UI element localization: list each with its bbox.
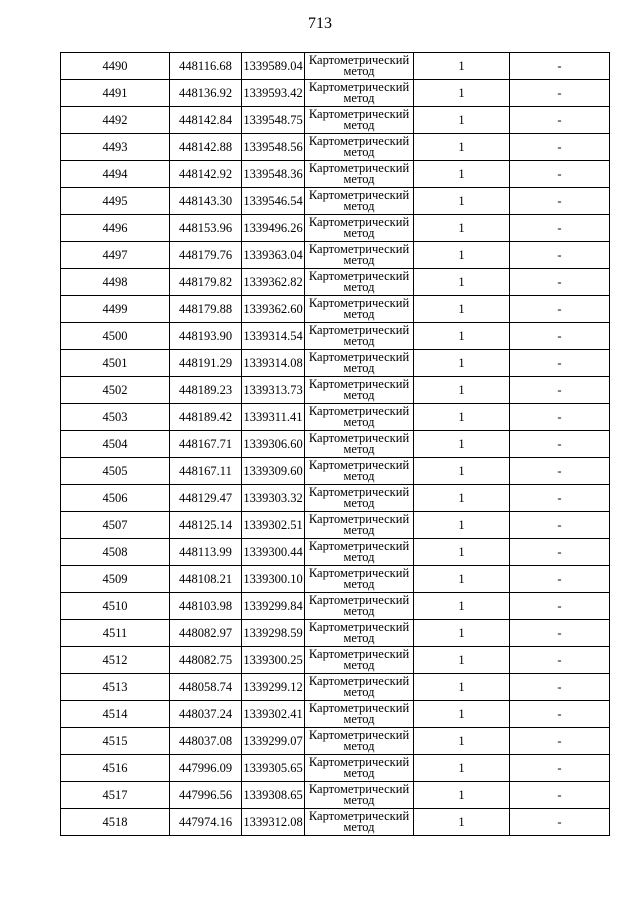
table-row bbox=[61, 269, 610, 296]
page-number: 713 bbox=[308, 15, 332, 32]
accuracy-cell: 1 bbox=[414, 539, 510, 566]
table-row bbox=[61, 782, 610, 809]
y-coordinate-cell: 1339306.60 bbox=[242, 431, 305, 458]
point-number-cell: 4514 bbox=[61, 701, 170, 728]
method-line-1: Картометрический bbox=[308, 134, 410, 148]
y-coordinate-cell: 1339300.44 bbox=[242, 539, 305, 566]
method-line-2: метод bbox=[343, 820, 375, 834]
y-coordinate-cell: 1339302.51 bbox=[242, 512, 305, 539]
accuracy-cell: 1 bbox=[414, 458, 510, 485]
table-row bbox=[61, 404, 610, 431]
accuracy-cell: 1 bbox=[414, 53, 510, 80]
accuracy-cell: 1 bbox=[414, 350, 510, 377]
table-row bbox=[61, 485, 610, 512]
method-line-1: Картометрический bbox=[308, 539, 410, 553]
method-cell bbox=[305, 296, 414, 323]
description-cell: - bbox=[510, 242, 610, 269]
description-cell: - bbox=[510, 134, 610, 161]
method-line-1: Картометрический bbox=[308, 485, 410, 499]
table-row bbox=[61, 323, 610, 350]
accuracy-cell: 1 bbox=[414, 809, 510, 836]
description-cell: - bbox=[510, 269, 610, 296]
point-number-cell: 4493 bbox=[61, 134, 170, 161]
description-cell: - bbox=[510, 458, 610, 485]
method-cell bbox=[305, 80, 414, 107]
method-cell bbox=[305, 458, 414, 485]
method-line-2: метод bbox=[343, 442, 375, 456]
method-line-2: метод bbox=[343, 523, 375, 537]
x-coordinate-cell: 448179.88 bbox=[170, 296, 242, 323]
description-cell: - bbox=[510, 188, 610, 215]
method-line-2: метод bbox=[343, 793, 375, 807]
method-line-1: Картометрический bbox=[308, 161, 410, 175]
description-cell: - bbox=[510, 539, 610, 566]
point-number-cell: 4516 bbox=[61, 755, 170, 782]
method-line-1: Картометрический bbox=[308, 647, 410, 661]
x-coordinate-cell: 448082.75 bbox=[170, 647, 242, 674]
method-cell bbox=[305, 323, 414, 350]
method-line-1: Картометрический bbox=[308, 566, 410, 580]
accuracy-cell: 1 bbox=[414, 296, 510, 323]
method-cell bbox=[305, 350, 414, 377]
point-number-cell: 4492 bbox=[61, 107, 170, 134]
accuracy-cell: 1 bbox=[414, 512, 510, 539]
x-coordinate-cell: 448189.23 bbox=[170, 377, 242, 404]
method-line-1: Картометрический bbox=[308, 593, 410, 607]
x-coordinate-cell: 448179.82 bbox=[170, 269, 242, 296]
point-number-cell: 4512 bbox=[61, 647, 170, 674]
method-cell bbox=[305, 593, 414, 620]
method-line-2: метод bbox=[343, 496, 375, 510]
method-line-1: Картометрический bbox=[308, 782, 410, 796]
x-coordinate-cell: 448113.99 bbox=[170, 539, 242, 566]
accuracy-cell: 1 bbox=[414, 242, 510, 269]
method-cell bbox=[305, 215, 414, 242]
point-number-cell: 4500 bbox=[61, 323, 170, 350]
table-row bbox=[61, 512, 610, 539]
accuracy-cell: 1 bbox=[414, 620, 510, 647]
point-number-cell: 4491 bbox=[61, 80, 170, 107]
method-cell bbox=[305, 242, 414, 269]
method-line-1: Картометрический bbox=[308, 458, 410, 472]
x-coordinate-cell: 448142.88 bbox=[170, 134, 242, 161]
point-number-cell: 4490 bbox=[61, 53, 170, 80]
method-line-1: Картометрический bbox=[308, 53, 410, 67]
table-row bbox=[61, 674, 610, 701]
y-coordinate-cell: 1339299.12 bbox=[242, 674, 305, 701]
method-cell bbox=[305, 377, 414, 404]
table-row bbox=[61, 647, 610, 674]
method-line-1: Картометрический bbox=[308, 242, 410, 256]
accuracy-cell: 1 bbox=[414, 485, 510, 512]
method-line-2: метод bbox=[343, 172, 375, 186]
method-line-2: метод bbox=[343, 685, 375, 699]
table-row bbox=[61, 431, 610, 458]
method-line-1: Картометрический bbox=[308, 701, 410, 715]
method-line-2: метод bbox=[343, 226, 375, 240]
description-cell: - bbox=[510, 593, 610, 620]
accuracy-cell: 1 bbox=[414, 323, 510, 350]
point-number-cell: 4510 bbox=[61, 593, 170, 620]
method-line-2: метод bbox=[343, 469, 375, 483]
accuracy-cell: 1 bbox=[414, 728, 510, 755]
method-cell bbox=[305, 728, 414, 755]
table-row bbox=[61, 566, 610, 593]
method-cell bbox=[305, 485, 414, 512]
x-coordinate-cell: 447996.09 bbox=[170, 755, 242, 782]
description-cell: - bbox=[510, 620, 610, 647]
method-cell bbox=[305, 674, 414, 701]
description-cell: - bbox=[510, 215, 610, 242]
method-cell bbox=[305, 647, 414, 674]
accuracy-cell: 1 bbox=[414, 566, 510, 593]
accuracy-cell: 1 bbox=[414, 215, 510, 242]
description-cell: - bbox=[510, 809, 610, 836]
table-body bbox=[61, 53, 610, 836]
method-line-1: Картометрический bbox=[308, 404, 410, 418]
table-row bbox=[61, 377, 610, 404]
method-line-2: метод bbox=[343, 712, 375, 726]
accuracy-cell: 1 bbox=[414, 188, 510, 215]
method-line-1: Картометрический bbox=[308, 728, 410, 742]
method-line-2: метод bbox=[343, 766, 375, 780]
description-cell: - bbox=[510, 377, 610, 404]
y-coordinate-cell: 1339496.26 bbox=[242, 215, 305, 242]
y-coordinate-cell: 1339546.54 bbox=[242, 188, 305, 215]
y-coordinate-cell: 1339548.36 bbox=[242, 161, 305, 188]
description-cell: - bbox=[510, 161, 610, 188]
method-line-2: метод bbox=[343, 631, 375, 645]
method-line-2: метод bbox=[343, 415, 375, 429]
y-coordinate-cell: 1339362.82 bbox=[242, 269, 305, 296]
y-coordinate-cell: 1339314.54 bbox=[242, 323, 305, 350]
method-line-2: метод bbox=[343, 334, 375, 348]
description-cell: - bbox=[510, 53, 610, 80]
method-line-1: Картометрический bbox=[308, 377, 410, 391]
table-row bbox=[61, 80, 610, 107]
description-cell: - bbox=[510, 728, 610, 755]
method-cell bbox=[305, 566, 414, 593]
point-number-cell: 4506 bbox=[61, 485, 170, 512]
method-line-1: Картометрический bbox=[308, 296, 410, 310]
method-line-1: Картометрический bbox=[308, 809, 410, 823]
description-cell: - bbox=[510, 782, 610, 809]
method-line-2: метод bbox=[343, 550, 375, 564]
x-coordinate-cell: 448167.11 bbox=[170, 458, 242, 485]
point-number-cell: 4495 bbox=[61, 188, 170, 215]
table-row bbox=[61, 728, 610, 755]
accuracy-cell: 1 bbox=[414, 701, 510, 728]
description-cell: - bbox=[510, 350, 610, 377]
point-number-cell: 4498 bbox=[61, 269, 170, 296]
method-line-2: метод bbox=[343, 577, 375, 591]
method-cell bbox=[305, 701, 414, 728]
description-cell: - bbox=[510, 701, 610, 728]
method-line-1: Картометрический bbox=[308, 350, 410, 364]
description-cell: - bbox=[510, 323, 610, 350]
y-coordinate-cell: 1339300.25 bbox=[242, 647, 305, 674]
point-number-cell: 4508 bbox=[61, 539, 170, 566]
method-line-1: Картометрический bbox=[308, 512, 410, 526]
accuracy-cell: 1 bbox=[414, 755, 510, 782]
method-line-1: Картометрический bbox=[308, 107, 410, 121]
x-coordinate-cell: 448142.92 bbox=[170, 161, 242, 188]
method-line-2: метод bbox=[343, 145, 375, 159]
description-cell: - bbox=[510, 485, 610, 512]
method-line-1: Картометрический bbox=[308, 674, 410, 688]
point-number-cell: 4518 bbox=[61, 809, 170, 836]
x-coordinate-cell: 448193.90 bbox=[170, 323, 242, 350]
y-coordinate-cell: 1339312.08 bbox=[242, 809, 305, 836]
y-coordinate-cell: 1339363.04 bbox=[242, 242, 305, 269]
method-cell bbox=[305, 512, 414, 539]
y-coordinate-cell: 1339300.10 bbox=[242, 566, 305, 593]
table-row bbox=[61, 215, 610, 242]
method-line-2: метод bbox=[343, 118, 375, 132]
description-cell: - bbox=[510, 107, 610, 134]
x-coordinate-cell: 448136.92 bbox=[170, 80, 242, 107]
x-coordinate-cell: 447996.56 bbox=[170, 782, 242, 809]
y-coordinate-cell: 1339313.73 bbox=[242, 377, 305, 404]
method-line-1: Картометрический bbox=[308, 215, 410, 229]
method-cell bbox=[305, 161, 414, 188]
y-coordinate-cell: 1339311.41 bbox=[242, 404, 305, 431]
x-coordinate-cell: 448108.21 bbox=[170, 566, 242, 593]
accuracy-cell: 1 bbox=[414, 269, 510, 296]
table-row bbox=[61, 134, 610, 161]
description-cell: - bbox=[510, 647, 610, 674]
table-row bbox=[61, 809, 610, 836]
method-cell bbox=[305, 134, 414, 161]
accuracy-cell: 1 bbox=[414, 107, 510, 134]
x-coordinate-cell: 448129.47 bbox=[170, 485, 242, 512]
table-row bbox=[61, 593, 610, 620]
method-line-2: метод bbox=[343, 658, 375, 672]
point-number-cell: 4505 bbox=[61, 458, 170, 485]
table-row bbox=[61, 296, 610, 323]
point-number-cell: 4496 bbox=[61, 215, 170, 242]
method-cell bbox=[305, 269, 414, 296]
accuracy-cell: 1 bbox=[414, 404, 510, 431]
method-cell bbox=[305, 755, 414, 782]
point-number-cell: 4511 bbox=[61, 620, 170, 647]
y-coordinate-cell: 1339302.41 bbox=[242, 701, 305, 728]
method-line-1: Картометрический bbox=[308, 188, 410, 202]
point-number-cell: 4494 bbox=[61, 161, 170, 188]
accuracy-cell: 1 bbox=[414, 377, 510, 404]
table-row bbox=[61, 350, 610, 377]
description-cell: - bbox=[510, 431, 610, 458]
method-line-2: метод bbox=[343, 280, 375, 294]
method-line-2: метод bbox=[343, 307, 375, 321]
y-coordinate-cell: 1339548.75 bbox=[242, 107, 305, 134]
y-coordinate-cell: 1339299.07 bbox=[242, 728, 305, 755]
x-coordinate-cell: 448153.96 bbox=[170, 215, 242, 242]
y-coordinate-cell: 1339305.65 bbox=[242, 755, 305, 782]
table-row bbox=[61, 539, 610, 566]
point-number-cell: 4517 bbox=[61, 782, 170, 809]
x-coordinate-cell: 448191.29 bbox=[170, 350, 242, 377]
table-row bbox=[61, 620, 610, 647]
point-number-cell: 4513 bbox=[61, 674, 170, 701]
table-row bbox=[61, 188, 610, 215]
x-coordinate-cell: 448103.98 bbox=[170, 593, 242, 620]
description-cell: - bbox=[510, 566, 610, 593]
point-number-cell: 4504 bbox=[61, 431, 170, 458]
x-coordinate-cell: 448058.74 bbox=[170, 674, 242, 701]
y-coordinate-cell: 1339308.65 bbox=[242, 782, 305, 809]
description-cell: - bbox=[510, 296, 610, 323]
x-coordinate-cell: 448142.84 bbox=[170, 107, 242, 134]
method-line-1: Картометрический bbox=[308, 755, 410, 769]
accuracy-cell: 1 bbox=[414, 593, 510, 620]
method-line-2: метод bbox=[343, 604, 375, 618]
y-coordinate-cell: 1339303.32 bbox=[242, 485, 305, 512]
accuracy-cell: 1 bbox=[414, 674, 510, 701]
method-line-1: Картометрический bbox=[308, 80, 410, 94]
accuracy-cell: 1 bbox=[414, 80, 510, 107]
method-line-2: метод bbox=[343, 91, 375, 105]
x-coordinate-cell: 448037.08 bbox=[170, 728, 242, 755]
method-line-1: Картометрический bbox=[308, 620, 410, 634]
x-coordinate-cell: 448179.76 bbox=[170, 242, 242, 269]
method-line-1: Картометрический bbox=[308, 323, 410, 337]
table-row bbox=[61, 755, 610, 782]
description-cell: - bbox=[510, 755, 610, 782]
coordinates-table bbox=[60, 52, 610, 836]
y-coordinate-cell: 1339593.42 bbox=[242, 80, 305, 107]
point-number-cell: 4497 bbox=[61, 242, 170, 269]
point-number-cell: 4502 bbox=[61, 377, 170, 404]
accuracy-cell: 1 bbox=[414, 431, 510, 458]
method-line-2: метод bbox=[343, 199, 375, 213]
method-line-2: метод bbox=[343, 361, 375, 375]
method-cell bbox=[305, 188, 414, 215]
method-line-2: метод bbox=[343, 64, 375, 78]
accuracy-cell: 1 bbox=[414, 161, 510, 188]
y-coordinate-cell: 1339362.60 bbox=[242, 296, 305, 323]
y-coordinate-cell: 1339589.04 bbox=[242, 53, 305, 80]
method-cell bbox=[305, 539, 414, 566]
method-cell bbox=[305, 53, 414, 80]
point-number-cell: 4499 bbox=[61, 296, 170, 323]
description-cell: - bbox=[510, 512, 610, 539]
table-row bbox=[61, 53, 610, 80]
x-coordinate-cell: 448143.30 bbox=[170, 188, 242, 215]
y-coordinate-cell: 1339548.56 bbox=[242, 134, 305, 161]
table-row bbox=[61, 701, 610, 728]
method-cell bbox=[305, 782, 414, 809]
x-coordinate-cell: 448037.24 bbox=[170, 701, 242, 728]
accuracy-cell: 1 bbox=[414, 782, 510, 809]
method-cell bbox=[305, 431, 414, 458]
x-coordinate-cell: 448116.68 bbox=[170, 53, 242, 80]
method-line-1: Картометрический bbox=[308, 431, 410, 445]
y-coordinate-cell: 1339299.84 bbox=[242, 593, 305, 620]
x-coordinate-cell: 448082.97 bbox=[170, 620, 242, 647]
point-number-cell: 4507 bbox=[61, 512, 170, 539]
table-row bbox=[61, 161, 610, 188]
x-coordinate-cell: 448125.14 bbox=[170, 512, 242, 539]
method-line-2: метод bbox=[343, 739, 375, 753]
method-cell bbox=[305, 809, 414, 836]
table-row bbox=[61, 107, 610, 134]
point-number-cell: 4503 bbox=[61, 404, 170, 431]
method-cell bbox=[305, 107, 414, 134]
y-coordinate-cell: 1339298.59 bbox=[242, 620, 305, 647]
table-row bbox=[61, 458, 610, 485]
method-cell bbox=[305, 404, 414, 431]
description-cell: - bbox=[510, 674, 610, 701]
x-coordinate-cell: 448167.71 bbox=[170, 431, 242, 458]
point-number-cell: 4501 bbox=[61, 350, 170, 377]
method-line-2: метод bbox=[343, 253, 375, 267]
description-cell: - bbox=[510, 404, 610, 431]
method-line-1: Картометрический bbox=[308, 269, 410, 283]
y-coordinate-cell: 1339309.60 bbox=[242, 458, 305, 485]
table-row bbox=[61, 242, 610, 269]
accuracy-cell: 1 bbox=[414, 647, 510, 674]
description-cell: - bbox=[510, 80, 610, 107]
x-coordinate-cell: 448189.42 bbox=[170, 404, 242, 431]
x-coordinate-cell: 447974.16 bbox=[170, 809, 242, 836]
y-coordinate-cell: 1339314.08 bbox=[242, 350, 305, 377]
point-number-cell: 4509 bbox=[61, 566, 170, 593]
point-number-cell: 4515 bbox=[61, 728, 170, 755]
method-cell bbox=[305, 620, 414, 647]
method-line-2: метод bbox=[343, 388, 375, 402]
accuracy-cell: 1 bbox=[414, 134, 510, 161]
